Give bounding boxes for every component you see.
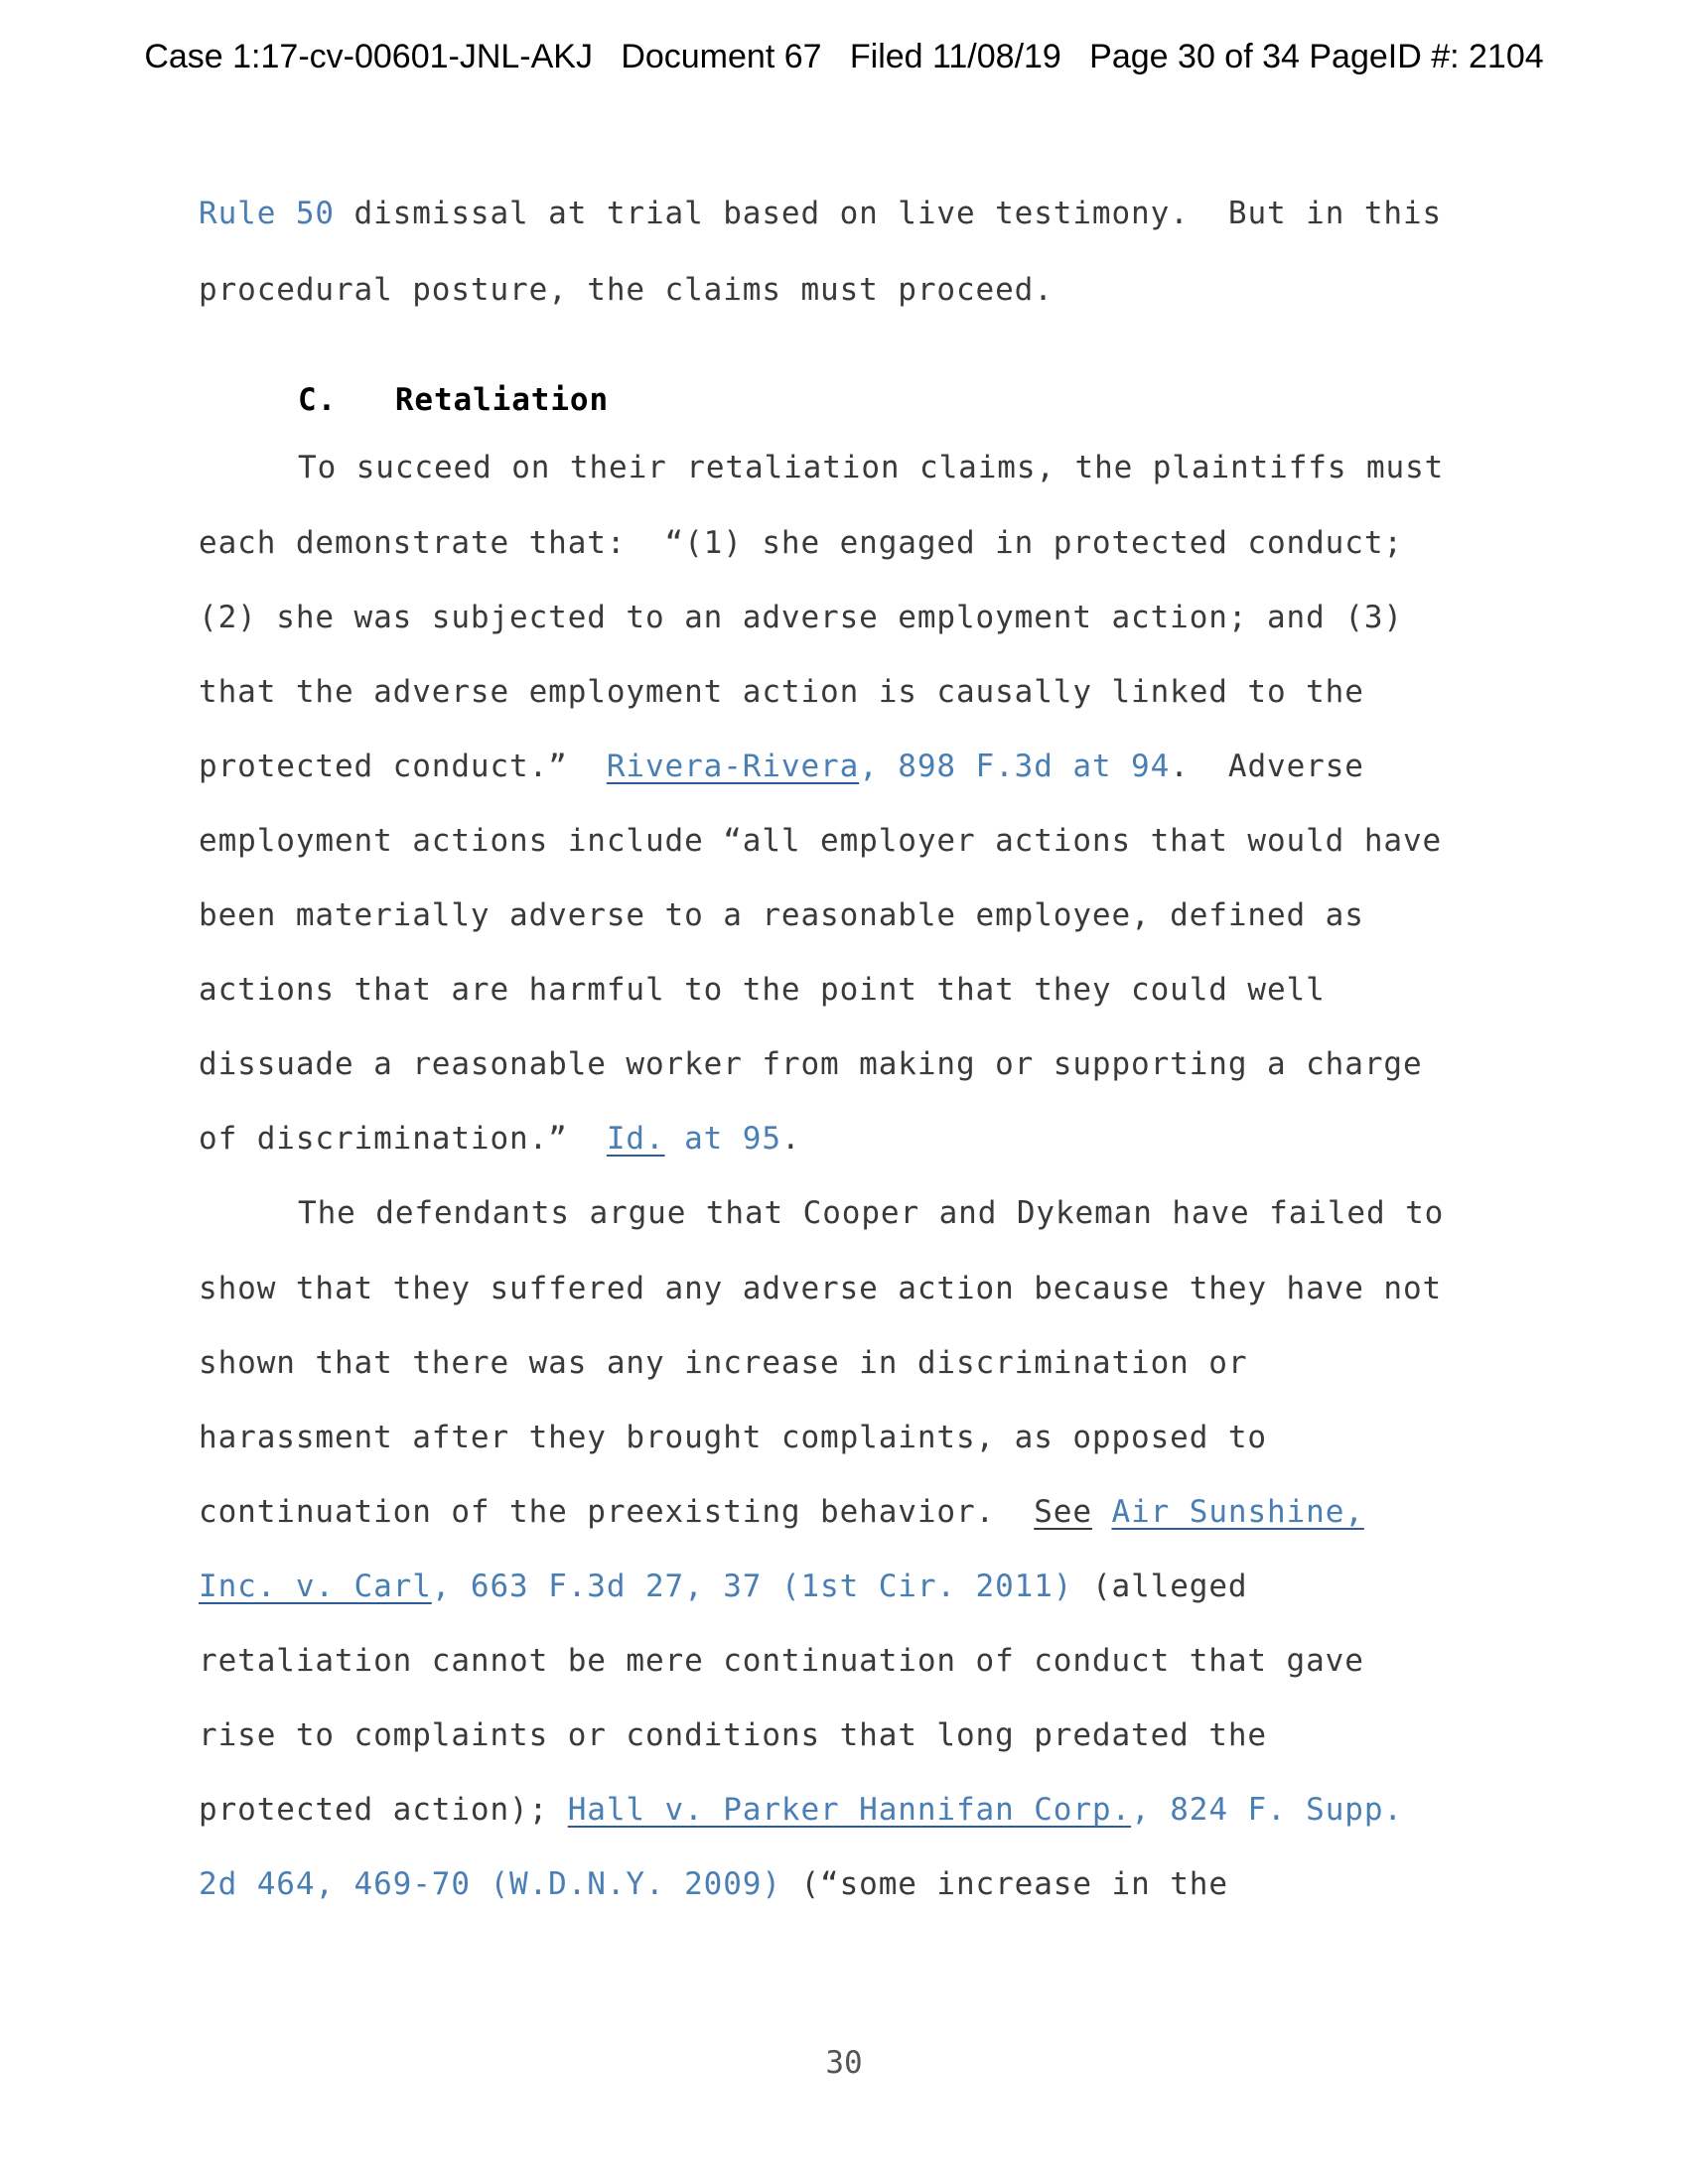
body-line: dissuade a reasonable worker from making or supporting a charge: [199, 1046, 1423, 1082]
body-line: employment actions include “all employer actions that would have: [199, 823, 1443, 859]
body-line: shown that there was any increase in discrimination or: [199, 1345, 1248, 1381]
case-link-air-sunshine-cont[interactable]: Inc. v. Carl: [199, 1569, 432, 1604]
body-line: Inc. v. Carl, 663 F.3d 27, 37 (1st Cir. 2011) (alleged: [199, 1569, 1248, 1604]
section-title: Retaliation: [394, 382, 610, 418]
citation: , 663 F.3d 27, 37 (1st Cir. 2011): [431, 1569, 1073, 1604]
case-link-air-sunshine[interactable]: Air Sunshine,: [1111, 1494, 1364, 1530]
case-link-id[interactable]: Id.: [606, 1121, 665, 1157]
citation: at 95: [664, 1121, 781, 1157]
body-line: 2d 464, 469-70 (W.D.N.Y. 2009) (“some increase in the: [199, 1866, 1228, 1902]
body-line: each demonstrate that: “(1) she engaged in protected conduct;: [199, 525, 1403, 561]
body-line: The defendants argue that Cooper and Dykeman have failed to: [298, 1195, 1445, 1231]
line-text: dismissal at trial based on live testimony. But in this: [334, 196, 1443, 231]
body-line: protected conduct.” Rivera-Rivera, 898 F.3d at 94. Adverse: [199, 749, 1364, 784]
section-letter: C.: [298, 382, 338, 418]
case-link-rivera-rivera[interactable]: Rivera-Rivera: [606, 749, 860, 784]
body-line: [199, 196, 1443, 231]
body-line: continuation of the preexisting behavior. See Air Sunshine,: [199, 1494, 1364, 1530]
page-number: 30: [825, 2045, 863, 2081]
body-line: rise to complaints or conditions that long predated the: [199, 1717, 1267, 1753]
body-line: show that they suffered any adverse action because they have not: [199, 1271, 1443, 1306]
body-line: (2) she was subjected to an adverse employment action; and (3): [199, 600, 1403, 635]
body-line: actions that are harmful to the point that they could well: [199, 972, 1326, 1008]
citation-signal: See: [1034, 1494, 1092, 1530]
case-header: Case 1:17-cv-00601-JNL-AKJ Document 67 Filed 11/08/19 Page 30 of 34 PageID #: 2104: [144, 38, 1544, 75]
citation: , 824 F. Supp.: [1131, 1792, 1403, 1828]
body-line: To succeed on their retaliation claims, the plaintiffs must: [298, 450, 1445, 485]
citation: , 898 F.3d at 94: [859, 749, 1171, 784]
case-link-hall[interactable]: Hall v. Parker Hannifan Corp.: [567, 1792, 1132, 1828]
body-line: been materially adverse to a reasonable employee, defined as: [199, 897, 1364, 933]
body-line: retaliation cannot be mere continuation of conduct that gave: [199, 1643, 1364, 1679]
citation: 2d 464, 469-70 (W.D.N.Y. 2009): [199, 1866, 781, 1902]
body-line: harassment after they brought complaints, as opposed to: [199, 1420, 1267, 1455]
body-line: of discrimination.” Id. at 95.: [199, 1121, 801, 1157]
body-line: that the adverse employment action is causally linked to the: [199, 674, 1364, 710]
body-line: procedural posture, the claims must proceed.: [199, 272, 1054, 308]
body-line: protected action); Hall v. Parker Hannifan Corp., 824 F. Supp.: [199, 1792, 1403, 1828]
rule-citation: Rule 50: [199, 196, 335, 231]
section-heading: [298, 382, 609, 418]
